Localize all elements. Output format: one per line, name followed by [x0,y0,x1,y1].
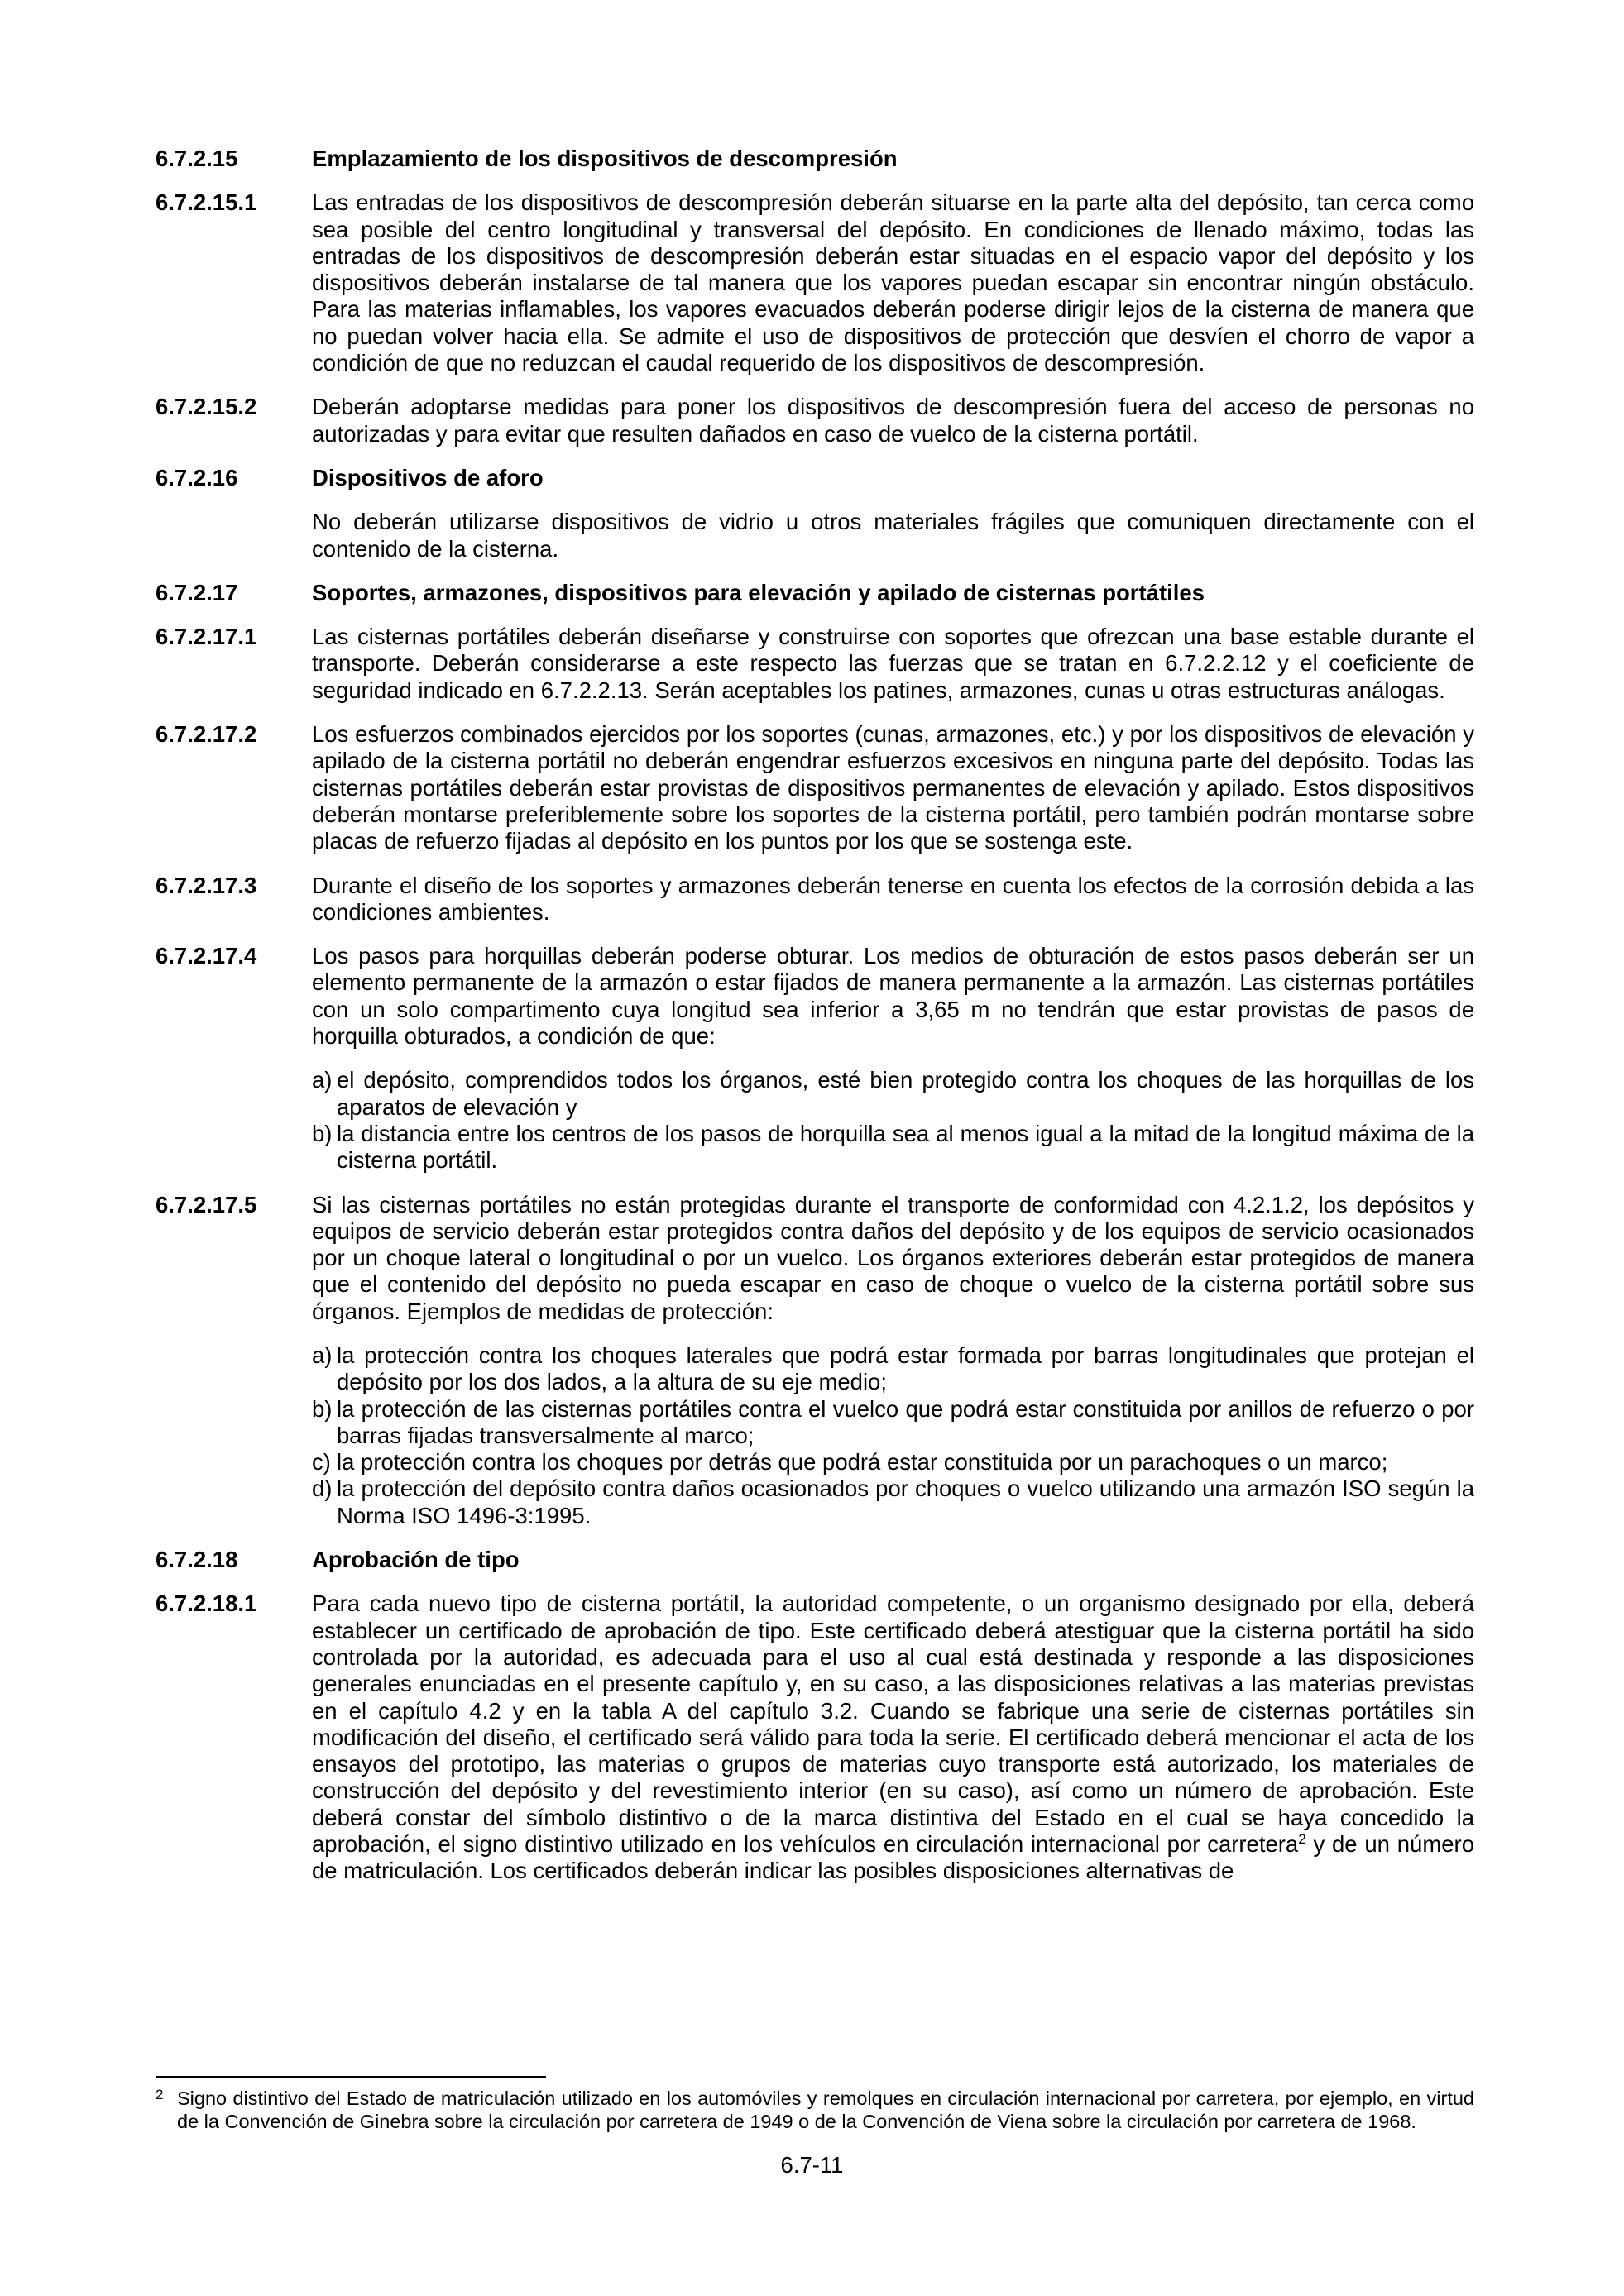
section-heading [156,465,1474,491]
list-item-text: el depósito, comprendidos todos los órganos, esté bien protegido contra los choques de las horquillas de los aparatos de elevación y [337,1067,1474,1120]
list-item [312,1067,1474,1121]
section-title: Soportes, armazones, dispositivos para elevación y apilado de cisternas portátiles [312,579,1205,605]
section-title: Dispositivos de aforo [312,464,544,490]
list-item-text: la protección de las cisternas portátiles contra el vuelco que podrá estar constituida por anillos de refuerzo o por barras fijadas transversalmente al marco; [337,1395,1474,1448]
paragraph-number: 6.7.2.15.1 [156,189,257,216]
paragraph-number: 6.7.2.17.4 [156,943,257,969]
paragraph-number: 6.7.2.15.2 [156,394,257,420]
section-number: 6.7.2.18 [156,1547,238,1573]
section-number: 6.7.2.17 [156,579,238,605]
paragraph-number: 6.7.2.17.2 [156,721,257,748]
paragraph [156,873,1474,926]
list-item-text: la protección contra los choques por detrás que podrá estar constituida por un parachoques o un marco; [337,1449,1388,1476]
paragraph [156,721,1474,854]
list-item-text: la protección del depósito contra daños ocasionados por choques o vuelco utilizando una armazón ISO según la Norma ISO 1496-3:1995. [337,1476,1474,1528]
list-item [312,1342,1474,1396]
paragraph-number: 6.7.2.17.1 [156,624,257,650]
paragraph-text: Durante el diseño de los soportes y armazones deberán tenerse en cuenta los efectos de la corrosión debida a las condiciones ambientes. [312,872,1474,925]
paragraph-number: 6.7.2.17.3 [156,872,257,898]
list-item-marker: d) [312,1476,333,1502]
paragraph-number: 6.7.2.18.1 [156,1590,257,1617]
section-title: Aprobación de tipo [312,1547,520,1573]
paragraph-text-part: y de un número de matriculación. Los certificados deberán indicar las posibles disposiciones alternativas de [312,1831,1474,1884]
paragraph-text: No deberán utilizarse dispositivos de vidrio u otros materiales frágiles que comuniquen directamente con el contenido de la cisterna. [312,509,1474,562]
paragraph [156,943,1474,1174]
paragraph [156,1192,1474,1530]
paragraph-text: Las entradas de los dispositivos de descompresión deberán situarse en la parte alta del depósito, tan cerca como sea posible del centro longitudinal y transversal del depósito. En condiciones de llenado máximo, todas las entradas de los dispositivos de descompresión deberán estar situadas en el espacio vapor del depósito y los dispositivos deberán instalarse de tal manera que los vapores puedan escapar sin encontrar ningún obstáculo. Para las materias inflamables, los vapores evacuados deberán poderse dirigir lejos de la cisterna de manera que no puedan volver hacia ella. Se admite el uso de dispositivos de protección que desvíen el chorro de vapor a condición de que no reduzcan el caudal requerido de los dispositivos de descompresión. [312,189,1474,376]
footnote-text: Signo distintivo del Estado de matriculación utilizado en los automóviles y remolques en circulación internacional por carretera, por ejemplo, en virtud de la Convención de Ginebra sobre la circulación por carretera de 1949 o de la Convención de Viena sobre la circulación por carretera de 1968. [177,2088,1474,2132]
section-number: 6.7.2.16 [156,464,238,490]
footnote-marker: 2 [156,2087,164,2102]
paragraph [156,509,1474,562]
paragraph-number: 6.7.2.17.5 [156,1191,257,1217]
paragraph-body [312,943,1474,1174]
paragraph [156,189,1474,376]
list-item [312,1476,1474,1529]
list-item [312,1396,1474,1450]
list-item-marker: b) [312,1120,333,1146]
list-item-marker: a) [312,1067,333,1093]
paragraph-text: Si las cisternas portátiles no están protegidas durante el transporte de conformidad con 4.2.1.2, los depósitos y equipos de servicio deberán estar protegidos contra daños del depósito y de los equipos de servicio ocasionados por un choque lateral o longitudinal o por un vuelco. Los órganos exteriores deberán estar protegidos de manera que el contenido del depósito no pueda escapar en caso de choque o vuelco de la cisterna portátil sobre sus órganos. Ejemplos de medidas de protección: [312,1191,1474,1324]
footnote-reference[interactable]: 2 [1298,1830,1306,1847]
list-item-text: la protección contra los choques laterales que podrá estar formada por barras longitudinales que protejan el depósito por los dos lados, a la altura de su eje medio; [337,1342,1474,1395]
paragraph-body [312,1192,1474,1530]
paragraph [156,624,1474,704]
section-number: 6.7.2.15 [156,146,238,171]
section-heading [156,1547,1474,1573]
list-item [312,1449,1474,1476]
list-item-marker: b) [312,1395,333,1422]
document-body [156,146,1474,1902]
protection-list [312,1342,1474,1529]
list-item-marker: c) [312,1449,331,1476]
section-title: Emplazamiento de los dispositivos de descompresión [312,146,898,171]
section-heading [156,580,1474,606]
paragraph-text [312,1590,1474,1884]
footnote-separator [156,2076,546,2078]
list-item [312,1121,1474,1174]
paragraph-text: Los pasos para horquillas deberán poderse obturar. Los medios de obturación de estos pasos deberán ser un elemento permanente de la armazón o estar fijados de manera permanente a la armazón. Las cisternas portátiles con un solo compartimento cuya longitud sea inferior a 3,65 m no tendrán que estar provistas de pasos de horquilla obturados, a condición de que: [312,943,1474,1050]
list-item-text: la distancia entre los centros de los pasos de horquilla sea al menos igual a la mitad de la longitud máxima de la cisterna portátil. [337,1120,1474,1174]
footnote [156,2087,1474,2133]
condition-list [312,1067,1474,1174]
list-item-marker: a) [312,1342,333,1368]
paragraph [156,394,1474,447]
paragraph-text-part: Para cada nuevo tipo de cisterna portátil, la autoridad competente, o un organismo designado por ella, deberá establecer un certificado de aprobación de tipo. Este certificado deberá atestiguar que la cisterna portátil ha sido controlada por la autoridad, es adecuada para el uso al cual está destinada y responde a las disposiciones generales enunciadas en el presente capítulo y, en su caso, a las disposiciones relativas a las materias previstas en el capítulo 4.2 y en la tabla A del capítulo 3.2. Cuando se fabrique una serie de cisternas portátiles sin modificación del diseño, el certificado será válido para toda la serie. El certificado deberá mencionar el acta de los ensayos del prototipo, las materias o grupos de materias cuyo transporte está autorizado, los materiales de construcción del depósito y del revestimiento interior (en su caso), así como un número de aprobación. Este deberá constar del símbolo distintivo o de la marca distintiva del Estado en el cual se haya concedido la aprobación, el signo distintivo utilizado en los vehículos en circulación internacional por carretera [312,1590,1474,1858]
section-heading [156,146,1474,172]
paragraph [156,1590,1474,1884]
paragraph-text: Las cisternas portátiles deberán diseñarse y construirse con soportes que ofrezcan una base estable durante el transporte. Deberán considerarse a este respecto las fuerzas que se tratan en 6.7.2.2.12 y el coeficiente de seguridad indicado en 6.7.2.2.13. Serán aceptables los patines, armazones, cunas u otras estructuras análogas. [312,624,1474,703]
paragraph-text: Los esfuerzos combinados ejercidos por los soportes (cunas, armazones, etc.) y por los dispositivos de elevación y apilado de la cisterna portátil no deberán engendrar esfuerzos excesivos en ninguna parte del depósito. Todas las cisternas portátiles deberán estar provistas de dispositivos permanentes de elevación y apilado. Estos dispositivos deberán montarse preferiblemente sobre los soportes de la cisterna portátil, pero también podrán montarse sobre placas de refuerzo fijadas al depósito en los puntos por los que se sostenga este. [312,721,1474,854]
paragraph-text: Deberán adoptarse medidas para poner los dispositivos de descompresión fuera del acceso de personas no autorizadas y para evitar que resulten dañados en caso de vuelco de la cisterna portátil. [312,394,1474,447]
page-number: 6.7-11 [780,2152,844,2178]
